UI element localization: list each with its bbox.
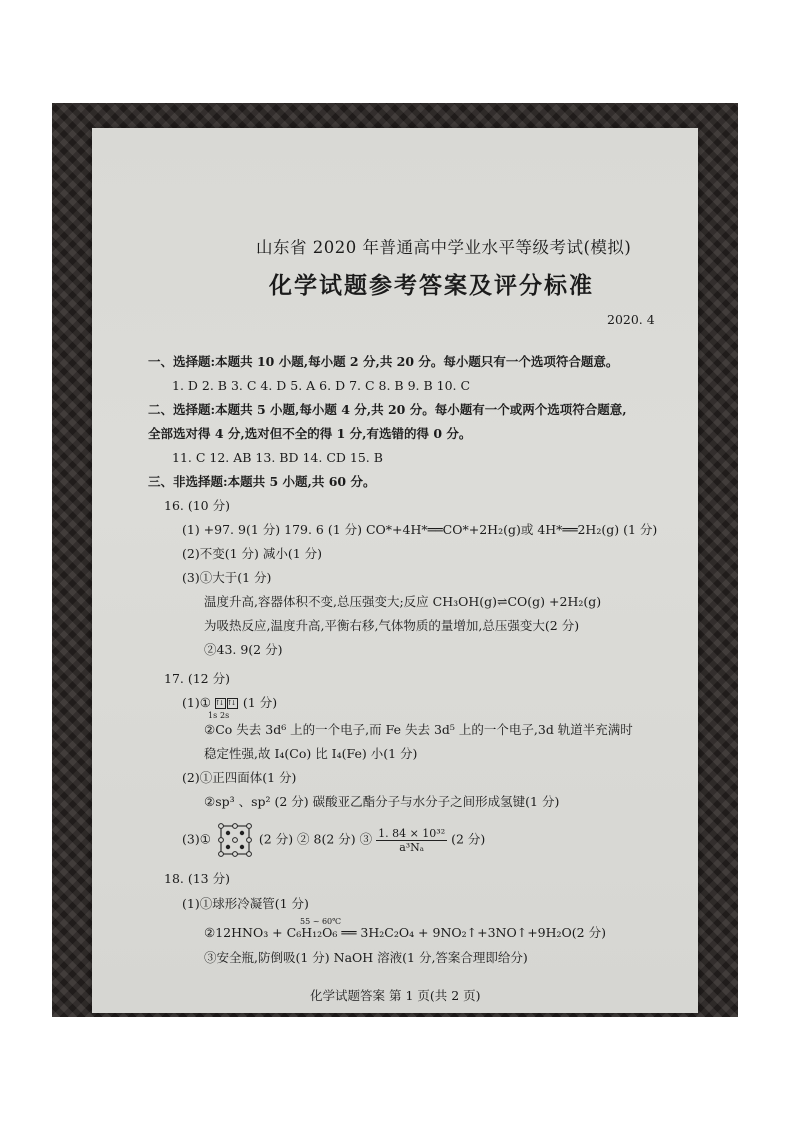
section1-heading: 一、选择题:本题共 10 小题,每小题 2 分,共 20 分。每小题只有一个选项符合题意。 [148, 354, 619, 369]
density-numerator: 1. 84 × 10³² [378, 826, 446, 840]
photo-background [52, 103, 738, 1017]
document-title: 化学试题参考答案及评分标准 [269, 272, 594, 299]
orbital-label-2s: 2s [220, 711, 230, 720]
q17-answer-3-score: (2 分) [451, 831, 486, 847]
q16-answer-1: (1) +97. 9(1 分) 179. 6 (1 分) CO*+4H*══CO*+2H₂(g)或 4H*══2H₂(g) (1 分) [182, 522, 658, 537]
reaction-condition: 55 ~ 60℃ [300, 917, 342, 926]
section1-answers: 1. D 2. B 3. C 4. D 5. A 6. D 7. C 8. B 9. B 10. C [172, 378, 471, 393]
q17-answer-1-line2: ②Co 失去 3d⁶ 上的一个电子,而 Fe 失去 3d⁵ 上的一个电子,3d 轨道半充满时 [204, 722, 633, 737]
q17-answer-1-score: (1 分) [242, 695, 278, 710]
q17-answer-1-prefix: (1)① [182, 695, 211, 710]
q18-answer-1-line3: ③安全瓶,防倒吸(1 分) NaOH 溶液(1 分,答案合理即给分) [204, 950, 528, 965]
q17-answer-1 [182, 695, 277, 711]
q16-title: 16. (10 分) [164, 498, 230, 513]
density-denominator: a³Nₐ [399, 840, 425, 854]
q17-title: 17. (12 分) [164, 671, 230, 686]
q16-answer-3-line2: 为吸热反应,温度升高,平衡右移,气体物质的量增加,总压强变大(2 分) [204, 618, 580, 633]
orbital-label-1s: 1s [208, 711, 218, 720]
q17-answer-3 [182, 822, 485, 858]
q16-answer-2: (2)不变(1 分) 减小(1 分) [182, 546, 323, 561]
section2-heading: 二、选择题:本题共 5 小题,每小题 4 分,共 20 分。每小题有一个或两个选项符合题意, [148, 402, 627, 417]
answer-sheet [92, 128, 698, 1013]
q16-answer-3-line3: ②43. 9(2 分) [204, 642, 283, 657]
section2-heading-cont: 全部选对得 4 分,选对但不全的得 1 分,有选错的得 0 分。 [148, 426, 472, 441]
q16-answer-3: (3)①大于(1 分) [182, 570, 272, 585]
q18-answer-1: (1)①球形冷凝管(1 分) [182, 896, 309, 911]
section2-answers: 11. C 12. AB 13. BD 14. CD 15. B [172, 450, 383, 465]
page-footer: 化学试题答案 第 1 页(共 2 页) [310, 988, 481, 1003]
q17-answer-3-prefix: (3)① [182, 831, 211, 847]
orbital-box-2s [227, 698, 238, 709]
density-fraction [376, 827, 447, 854]
crystal-cell-diagram [215, 822, 255, 858]
section3-heading: 三、非选择题:本题共 5 小题,共 60 分。 [148, 474, 376, 489]
q17-answer-1-line3: 稳定性强,故 I₄(Co) 比 I₄(Fe) 小(1 分) [204, 746, 418, 761]
q17-answer-2: (2)①正四面体(1 分) [182, 770, 297, 785]
document-date: 2020. 4 [607, 312, 655, 327]
q17-answer-2-line2: ②sp³ 、sp² (2 分) 碳酸亚乙酯分子与水分子之间形成氢键(1 分) [204, 794, 560, 809]
q16-answer-3-line1: 温度升高,容器体积不变,总压强变大;反应 CH₃OH(g)⇌CO(g) +2H₂(g) [204, 594, 602, 609]
orbital-box-1s [215, 698, 226, 709]
q18-answer-1-line2: ②12HNO₃ + C₆H₁₂O₆ ══ 3H₂C₂O₄ + 9NO₂↑+3NO↑+9H₂O(2 分) [204, 925, 606, 940]
exam-title: 山东省 2020 年普通高中学业水平等级考试(模拟) [256, 238, 632, 257]
q18-title: 18. (13 分) [164, 871, 230, 886]
q17-answer-3-mid: (2 分) ② 8(2 分) ③ [258, 831, 373, 847]
